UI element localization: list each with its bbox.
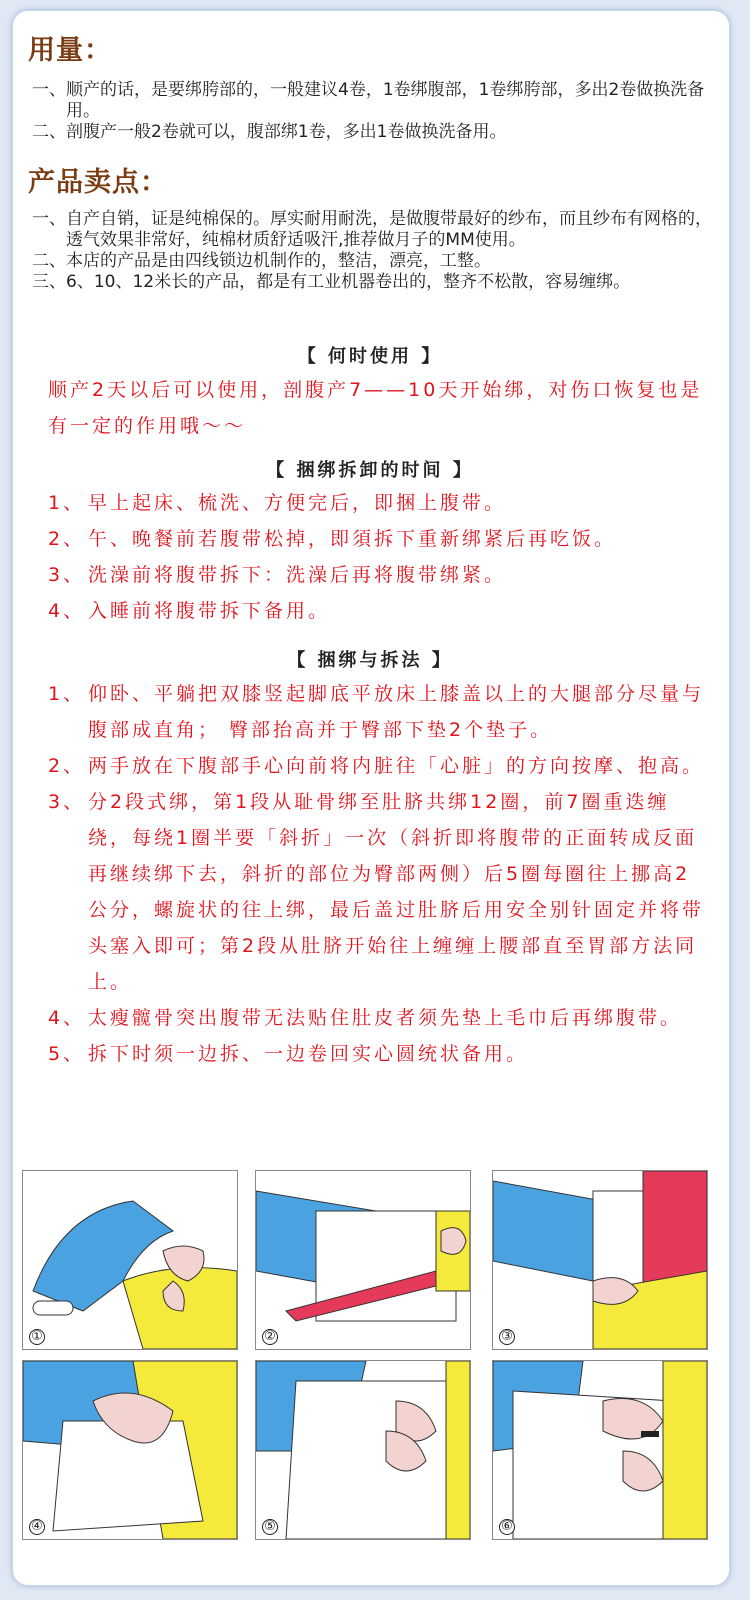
illustration-step-4 xyxy=(22,1360,238,1540)
time-list xyxy=(48,485,708,629)
illustration-step-1 xyxy=(22,1170,238,1350)
method-item: 2、 两手放在下腹部手心向前将内脏往「心脏」的方向按摩、抱高。 xyxy=(48,755,705,777)
step-number: ⑥ xyxy=(499,1519,515,1535)
selling-list xyxy=(32,209,722,293)
selling-item: 一、 自产自销，证是纯棉保的。厚实耐用耐洗，是做腹带最好的纱布，而且纱布有网格的，透气效果非常好，纯棉材质舒适吸汗,推荐做月子的MM使用。 xyxy=(32,209,712,250)
step-number: ② xyxy=(262,1329,278,1345)
when-text: 顺产2天以后可以使用，剖腹产7——10天开始绑，对伤口恢复也是有一定的作用哦～～ xyxy=(48,379,703,437)
time-item: 1、 早上起床、梳洗、方便完后，即捆上腹带。 xyxy=(48,492,507,514)
step-number: ① xyxy=(29,1329,45,1345)
method-item: 5、 拆下时须一边拆、一边卷回实心圆统状备用。 xyxy=(48,1043,529,1065)
selling-item: 二、 本店的产品是由四线锁边机制作的，整洁，漂亮，工整。 xyxy=(32,251,491,271)
time-item: 3、 洗澡前将腹带拆下：洗澡后再将腹带绑紧。 xyxy=(48,564,507,586)
time-heading: 【 捆绑拆卸的时间 】 xyxy=(266,460,474,481)
selling-item: 三、 6、10、12米长的产品，都是有工业机器卷出的，整齐不松散，容易缠绑。 xyxy=(32,272,631,292)
method-list xyxy=(48,676,708,1072)
usage-list xyxy=(32,80,722,143)
illustration-step-3 xyxy=(492,1170,708,1350)
method-item: 1、 仰卧、平躺把双膝竖起脚底平放床上膝盖以上的大腿部分尽量与腹部成直角； 臀部抬高并于臀部下垫2个垫子。 xyxy=(48,683,705,741)
method-item: 4、 太瘦髋骨突出腹带无法贴住肚皮者须先垫上毛巾后再绑腹带。 xyxy=(48,1007,683,1029)
usage-title: 用量： xyxy=(28,35,112,66)
illustration-step-5 xyxy=(255,1360,471,1540)
selling-title: 产品卖点： xyxy=(28,167,168,198)
method-heading: 【 捆绑与拆法 】 xyxy=(287,650,453,671)
step-number: ③ xyxy=(499,1329,515,1345)
method-item: 3、 分2段式绑，第1段从耻骨绑至肚脐共绑12圈，前7圈重迭缠绕，每绕1圈半要「斜折」一次（斜折即将腹带的正面转成反面再继续绑下去，斜折的部位为臀部两侧）后5圈每圈往上挪高2公分，螺旋状的往上绑，最后盖过肚脐后用安全别针固定并将带头塞入即可；第2段从肚脐开始往上缠缠上腰部直至胃部方法同上。 xyxy=(48,791,705,993)
illustration-step-6 xyxy=(492,1360,708,1540)
step-number: ④ xyxy=(29,1519,45,1535)
step-number: ⑤ xyxy=(262,1519,278,1535)
usage-item: 一、 顺产的话，是要绑胯部的，一般建议4卷，1卷绑腹部，1卷绑胯部，多出2卷做换洗备用。 xyxy=(32,80,705,121)
when-heading: 【 何时使用 】 xyxy=(297,346,443,367)
time-item: 4、 入睡前将腹带拆下备用。 xyxy=(48,600,331,622)
time-item: 2、 午、晚餐前若腹带松掉，即須拆下重新绑紧后再吃饭。 xyxy=(48,528,617,550)
illustration-step-2 xyxy=(255,1170,471,1350)
usage-item: 二、 剖腹产一般2卷就可以，腹部绑1卷，多出1卷做换洗备用。 xyxy=(32,122,507,142)
